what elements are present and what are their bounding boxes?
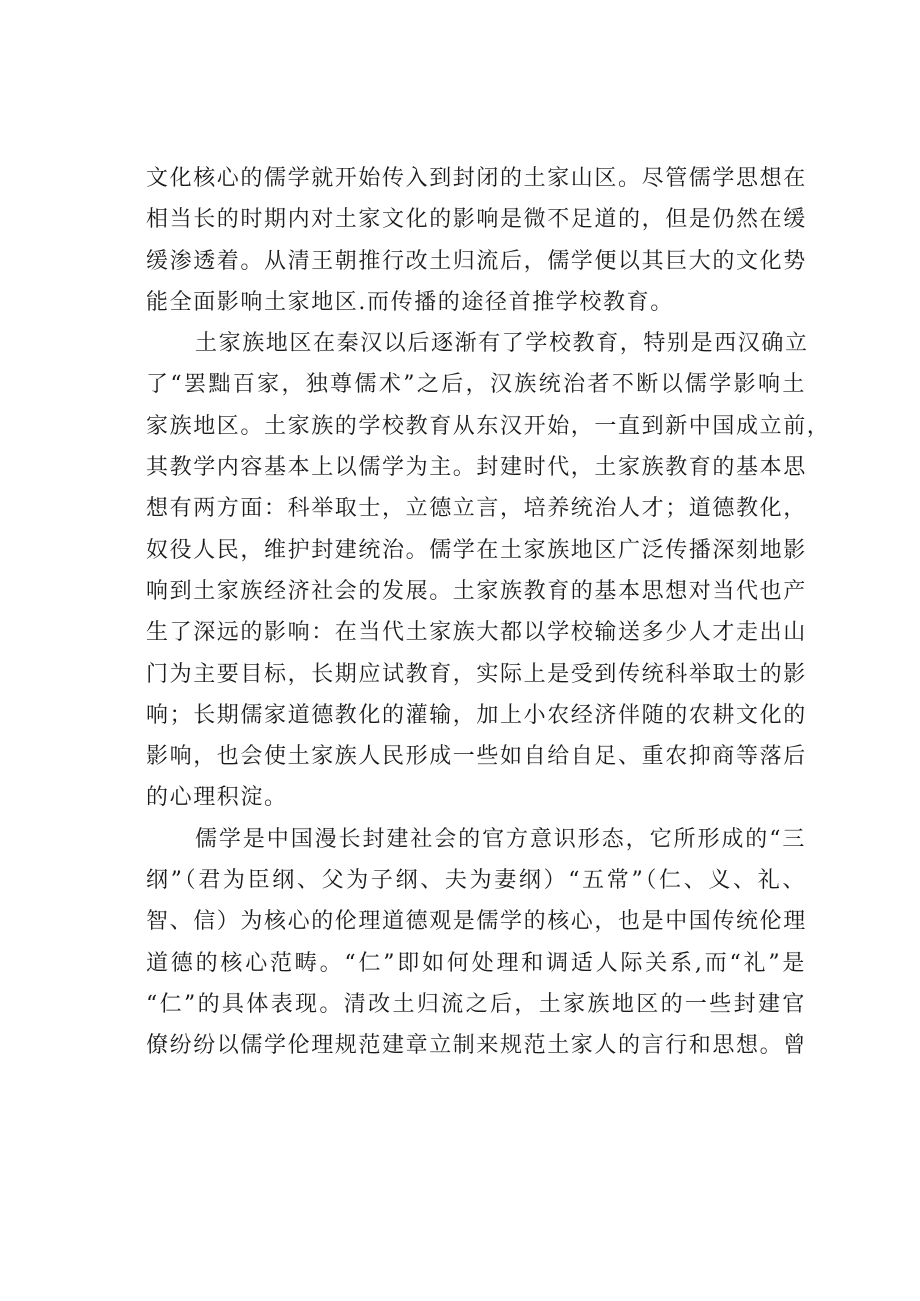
paragraph-3 (146, 819, 806, 1067)
text-line: 想有两方面：科举取士，立德立言，培养统治人才；道德教化， (146, 496, 807, 522)
text-line: 奴役人民，维护封建统治。儒学在土家族地区广泛传播深刻地影 (146, 537, 807, 563)
text-line: 文化核心的儒学就开始传入到封闭的土家山区。尽管儒学思想在 (146, 166, 807, 191)
text-line: 土家族地区在秦汉以后逐渐有了学校教育，特别是西汉确立 (195, 331, 809, 357)
text-line: 缓渗透着。从清王朝推行改土归流后，儒学便以其巨大的文化势 (146, 248, 807, 274)
text-line: 响到土家族经济社会的发展。土家族教育的基本思想对当代也产 (146, 578, 807, 604)
text-line: 门为主要目标，长期应试教育，实际上是受到传统科举取士的影 (146, 661, 807, 687)
text-line: 纲”（君为臣纲、父为子纲、夫为妻纲）“五常”（仁、义、礼、 (146, 868, 806, 894)
text-line: 其教学内容基本上以儒学为主。封建时代，土家族教育的基本思 (146, 455, 807, 481)
text-line: 智、信）为核心的伦理道德观是儒学的核心，也是中国传统伦理 (146, 909, 807, 935)
text-line: 僚纷纷以儒学伦理规范建章立制来规范土家人的言行和思想。曾 (146, 1033, 807, 1059)
paragraph-1 (146, 158, 806, 323)
text-line: 能全面影响土家地区.而传播的途径首推学校教育。 (146, 289, 674, 315)
text-line: 道德的核心范畴。“仁”即如何处理和调适人际关系,而“礼”是 (146, 950, 806, 976)
document-body (146, 158, 831, 1067)
text-line: 相当长的时期内对土家文化的影响是微不足道的，但是仍然在缓 (146, 207, 807, 233)
text-line: 儒学是中国漫长封建社会的官方意识形态，它所形成的“三 (195, 826, 806, 852)
text-line: 影响，也会使土家族人民形成一些如自给自足、重农抑商等落后 (146, 744, 807, 770)
text-line: 了“罢黜百家，独尊儒术”之后，汉族统治者不断以儒学影响土 (146, 372, 806, 398)
text-line: 响；长期儒家道德教化的灌输，加上小农经济伴随的农耕文化的 (146, 702, 807, 728)
text-line: “仁”的具体表现。清改土归流之后，土家族地区的一些封建官 (146, 991, 806, 1017)
text-line: 生了深远的影响：在当代土家族大都以学校输送多少人才走出山 (146, 620, 807, 646)
paragraph-2 (146, 323, 831, 819)
text-line: 的心理积淀。 (146, 785, 288, 811)
text-line: 家族地区。土家族的学校教育从东汉开始，一直到新中国成立前， (146, 413, 831, 439)
